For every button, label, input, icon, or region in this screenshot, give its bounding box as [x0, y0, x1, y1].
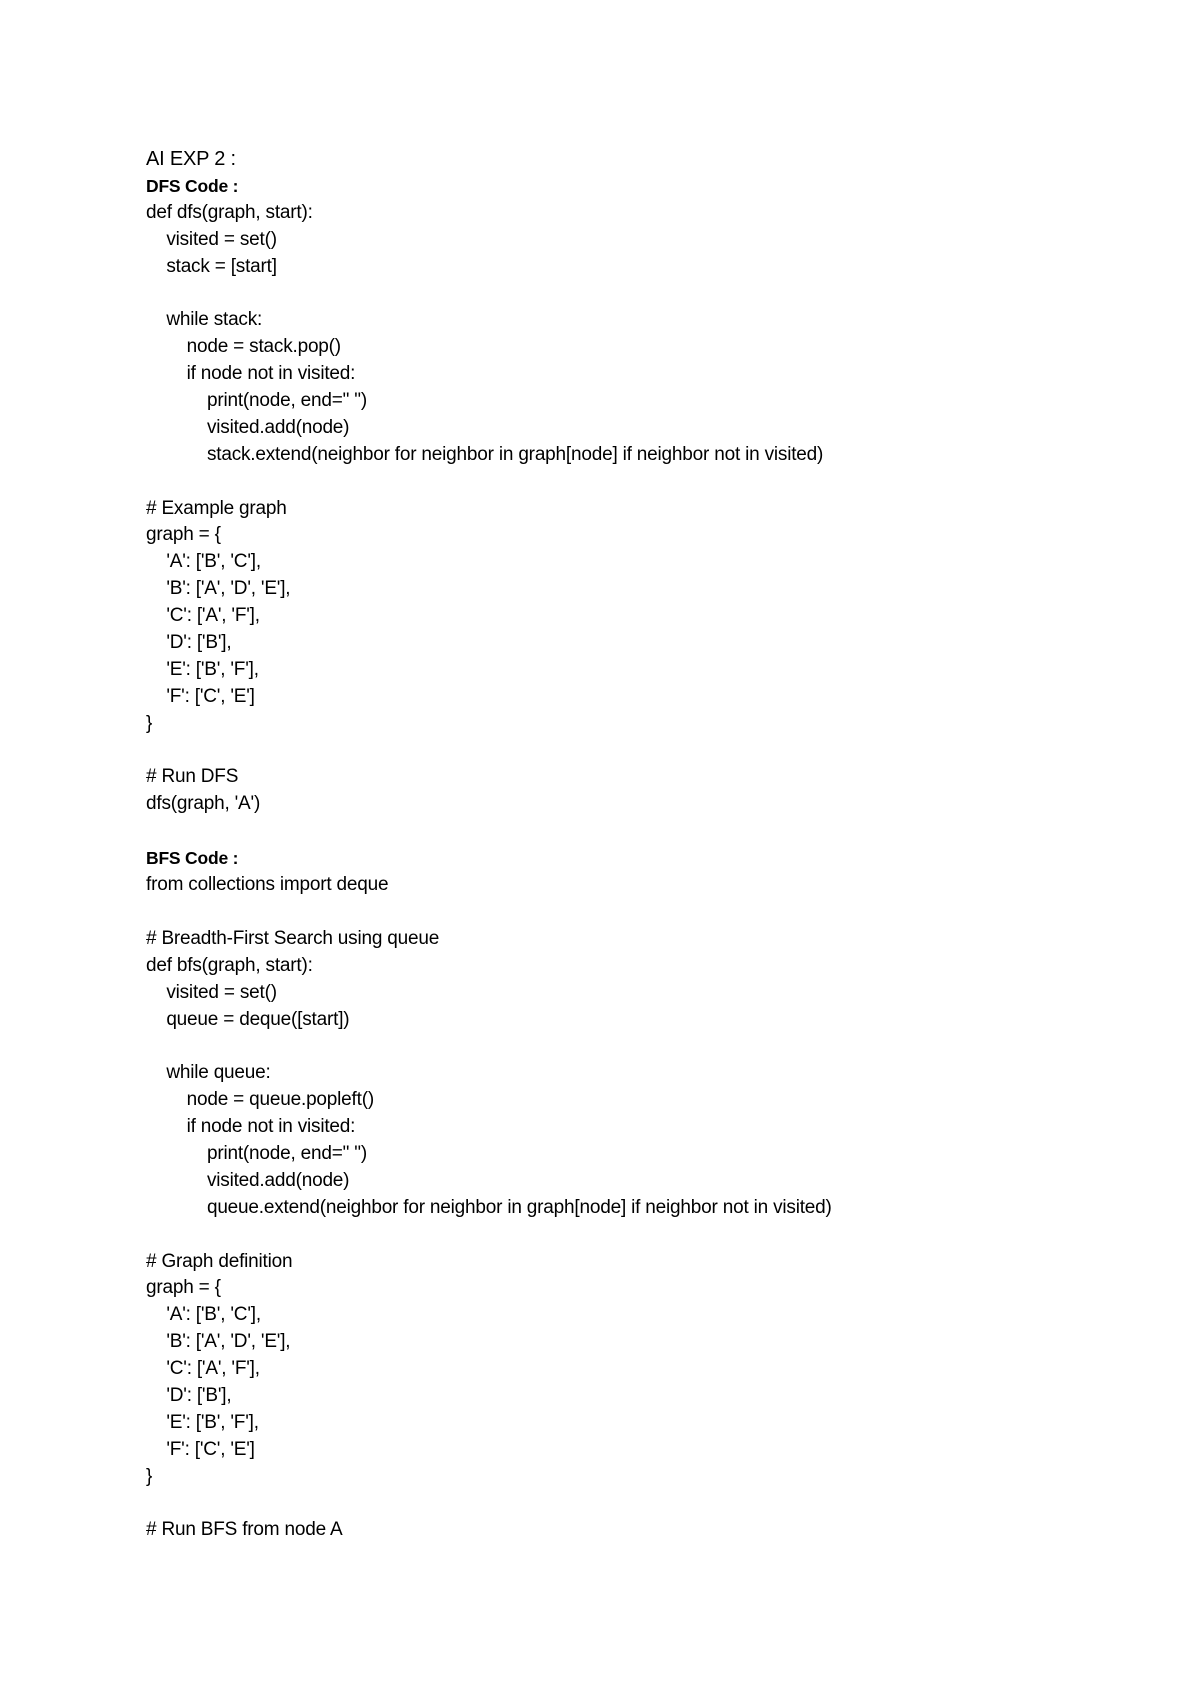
bfs-code-line: visited = set() — [146, 981, 277, 1003]
dfs-code-line: while stack: — [146, 309, 263, 331]
dfs-code-line: if node not in visited: — [146, 363, 356, 385]
dfs-code-line: graph = { — [146, 524, 221, 546]
bfs-code-line: # Breadth-First Search using queue — [146, 927, 440, 949]
bfs-code-line: graph = { — [146, 1277, 221, 1299]
bfs-code-line: 'A': ['B', 'C'], — [146, 1304, 261, 1326]
dfs-code-line — [146, 738, 1146, 765]
dfs-code-line: 'D': ['B'], — [146, 632, 232, 654]
bfs-code-line — [146, 1491, 1146, 1518]
dfs-heading: DFS Code : — [146, 175, 239, 196]
bfs-code-line — [146, 1222, 1146, 1249]
dfs-code-line: 'C': ['A', 'F'], — [146, 605, 260, 627]
bfs-heading: BFS Code : — [146, 848, 239, 869]
dfs-code-line: 'B': ['A', 'D', 'E'], — [146, 578, 291, 600]
bfs-code-line: print(node, end=" ") — [146, 1142, 367, 1164]
dfs-code-line: node = stack.pop() — [146, 336, 341, 358]
dfs-code-line — [146, 818, 1146, 845]
dfs-code-line: visited.add(node) — [146, 416, 350, 438]
dfs-code-line: def dfs(graph, start): — [146, 201, 313, 223]
bfs-code-line: 'C': ['A', 'F'], — [146, 1358, 260, 1380]
dfs-code-line: print(node, end=" ") — [146, 390, 367, 412]
dfs-code-line — [146, 280, 1146, 307]
bfs-code-line: queue.extend(neighbor for neighbor in graph[node] if neighbor not in visited) — [146, 1196, 832, 1218]
dfs-code-line: # Example graph — [146, 497, 287, 519]
dfs-code-line: 'F': ['C', 'E'] — [146, 685, 255, 707]
bfs-code-line: # Run BFS from node A — [146, 1519, 343, 1541]
bfs-code-line: # Graph definition — [146, 1250, 293, 1272]
bfs-code-line: visited.add(node) — [146, 1169, 350, 1191]
document-title: AI EXP 2 : — [146, 148, 236, 170]
bfs-code-block — [146, 872, 1146, 1544]
bfs-code-line: } — [146, 1465, 153, 1487]
bfs-code-line: 'B': ['A', 'D', 'E'], — [146, 1331, 291, 1353]
dfs-code-line — [146, 469, 1146, 496]
bfs-code-line: from collections import deque — [146, 874, 389, 896]
bfs-code-line: node = queue.popleft() — [146, 1089, 374, 1111]
bfs-code-line: queue = deque([start]) — [146, 1008, 350, 1030]
bfs-code-line: while queue: — [146, 1062, 271, 1084]
dfs-code-line: 'A': ['B', 'C'], — [146, 551, 261, 573]
dfs-code-block — [146, 200, 1146, 845]
bfs-code-line: def bfs(graph, start): — [146, 954, 313, 976]
dfs-code-line: 'E': ['B', 'F'], — [146, 658, 259, 680]
dfs-code-line: visited = set() — [146, 228, 277, 250]
document-content — [146, 146, 1146, 1544]
bfs-code-line: 'E': ['B', 'F'], — [146, 1411, 259, 1433]
bfs-code-line — [146, 1033, 1146, 1060]
bfs-code-line: if node not in visited: — [146, 1116, 356, 1138]
bfs-code-line — [146, 899, 1146, 926]
bfs-code-line: 'F': ['C', 'E'] — [146, 1438, 255, 1460]
dfs-code-line: dfs(graph, 'A') — [146, 793, 261, 815]
bfs-code-line: 'D': ['B'], — [146, 1384, 232, 1406]
dfs-code-line: stack = [start] — [146, 255, 277, 277]
dfs-code-line: # Run DFS — [146, 766, 239, 788]
dfs-code-line: } — [146, 712, 153, 734]
dfs-code-line: stack.extend(neighbor for neighbor in graph[node] if neighbor not in visited) — [146, 443, 824, 465]
